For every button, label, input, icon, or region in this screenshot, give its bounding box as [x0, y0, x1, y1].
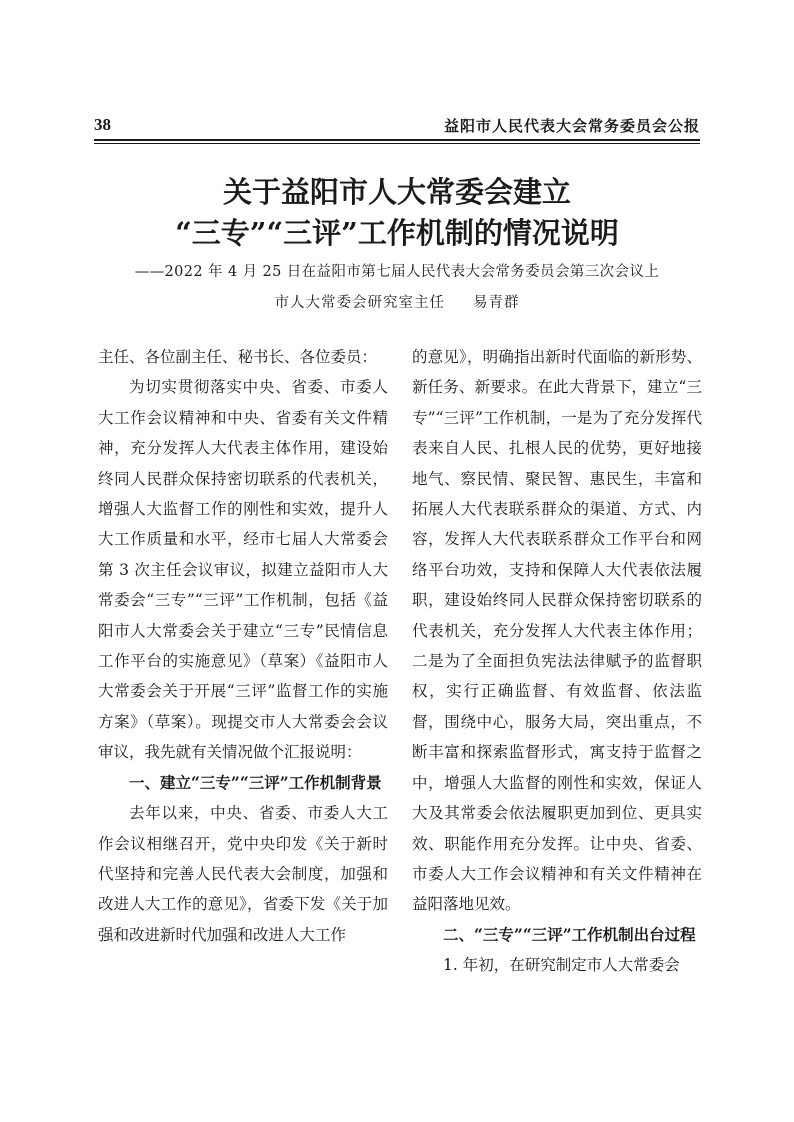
article-title-line2: “三专”“三评”工作机制的情况说明: [175, 216, 619, 250]
article-subtitle: ——2022 年 4 月 25 日在益阳市第七届人民代表大会常务委员会第三次会议上: [134, 264, 660, 280]
body-column-right: [412, 342, 702, 981]
article-title-line1: 关于益阳市人大常委会建立: [222, 175, 571, 209]
author-position: 市人大常委会研究室主任: [274, 295, 445, 311]
header-rule: [94, 139, 700, 141]
page-header: [94, 110, 700, 140]
paragraph-1: 为切实贯彻落实中央、省委、市委人大工作会议精神和中央、省委有关文件精神，充分发挥人大代表主体作用，建设始终同人民群众保持密切联系的代表机关，增强人大监督工作的刚性和实效，提升人大工作质量和水平，经市七届人大常委会第 3 次主任会议审议，拟建立益阳市人大常委会“三专”“三评”工作机制，包括《益阳市人大常委会关于建立“三专”民情信息工作平台的实施意见》（草案）《益阳市人大常委会关于开展“三评”监督工作的实施方案》（草案）。现提交市人大常委会会议审议，我先就有关情况做个汇报说明：: [98, 378, 388, 762]
journal-title: 益阳市人民代表大会常务委员会公报: [443, 117, 700, 135]
page-number: 38: [94, 115, 111, 134]
paragraph-3: 1. 年初，在研究制定市人大常委会: [443, 956, 680, 975]
paragraph-2-continued: 的意见》，明确指出新时代面临的新形势、新任务、新要求。在此大背景下，建立“三专”“三评”工作机制，一是为了充分发挥代表来自人民、扎根人民的优势，更好地接地气、察民情、聚民智、惠民生，丰富和拓展人大代表联系群众的渠道、方式、内容，发挥人大代表联系群众工作平台和网络平台功效，支持和保障人大代表依法履职，建设始终同人民群众保持密切联系的代表机关，充分发挥人大代表主体作用；二是为了全面担负宪法法律赋予的监督职权，实行正确监督、有效监督、依法监督，围绕中心，服务大局，突出重点，不断丰富和探索监督形式，寓支持于监督之中，增强人大监督的刚性和实效，保证人大及其常委会依法履职更加到位、更具实效、职能作用充分发挥。让中央、省委、市委人大工作会议精神和有关文件精神在益阳落地见效。: [412, 348, 702, 914]
header-rule-thin: [94, 143, 700, 144]
author-line: [94, 291, 700, 312]
section-heading-1: 一、建立“三专”“三评”工作机制背景: [129, 772, 382, 792]
section-heading-2: 二、“三专”“三评”工作机制出台过程: [443, 924, 696, 944]
author-name: 易青群: [473, 295, 520, 311]
body-column-left: [98, 342, 388, 950]
salutation: 主任、各位副主任、秘书长、各位委员：: [98, 348, 378, 366]
paragraph-2: 去年以来，中央、省委、市委人大工作会议相继召开，党中央印发《关于新时代坚持和完善人民代表大会制度，加强和改进人大工作的意见》，省委下发《关于加强和改进新时代加强和改进人大工作: [98, 804, 388, 944]
